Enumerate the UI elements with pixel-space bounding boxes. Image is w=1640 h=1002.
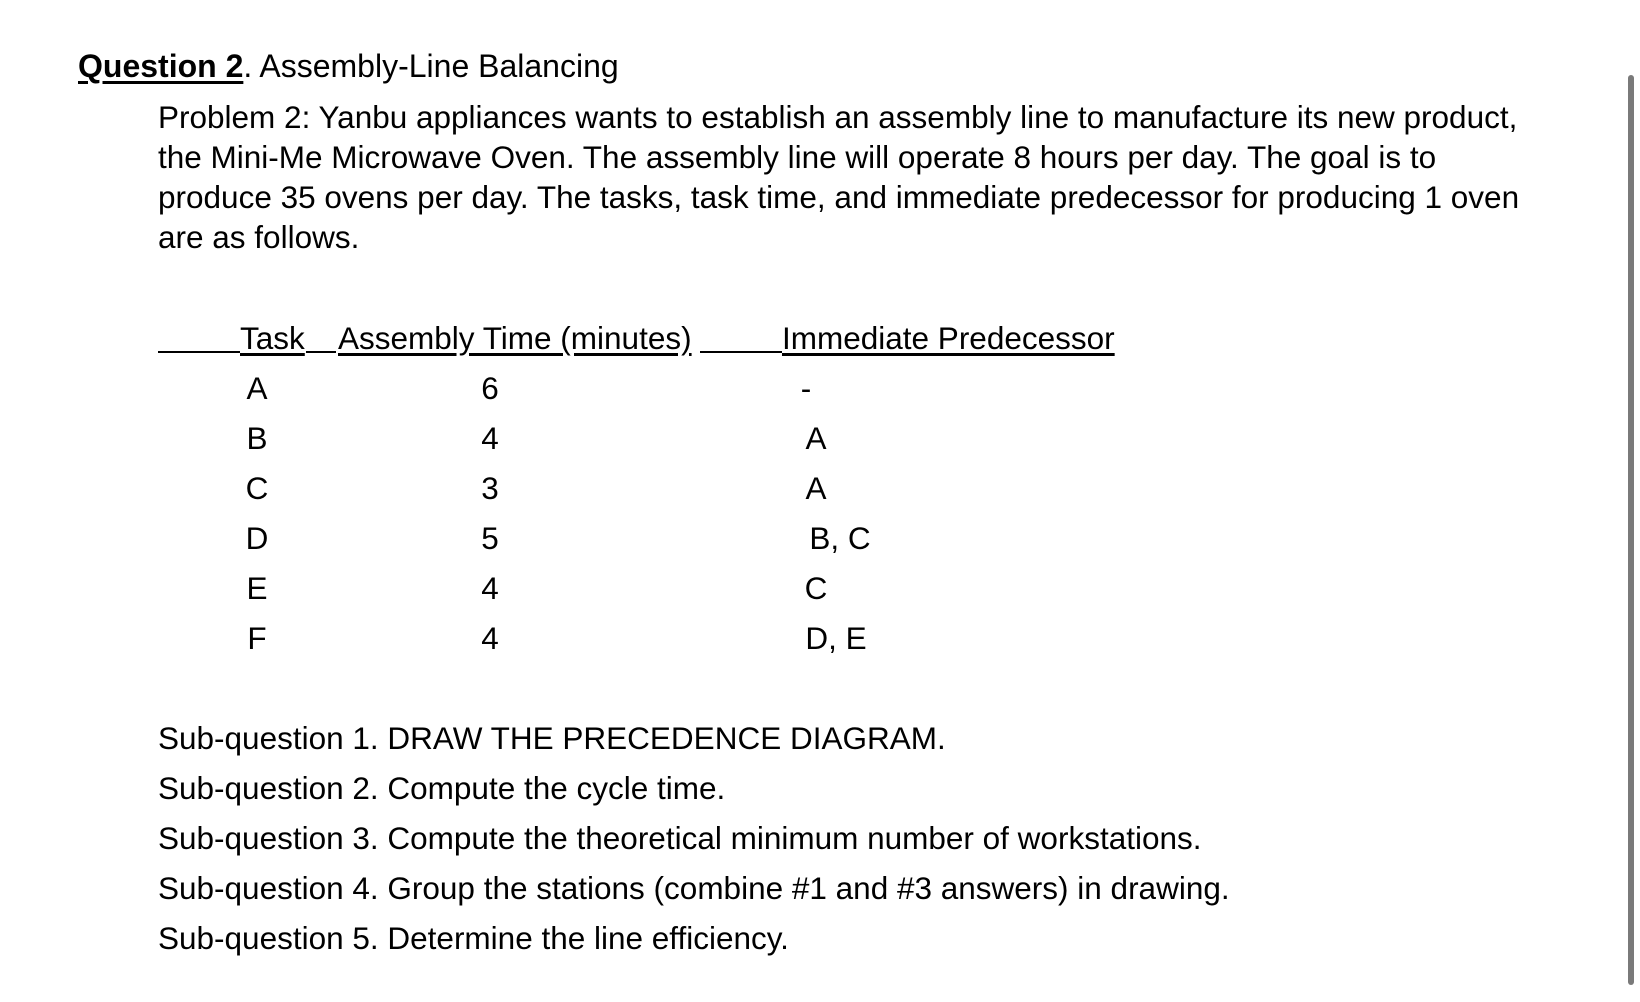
predecessor-cell: - bbox=[800, 370, 812, 406]
subquestion-4: Sub-question 4. Group the stations (combine #1 and #3 answers) in drawing. bbox=[158, 870, 1230, 906]
subquestion-3: Sub-question 3. Compute the theoretical minimum number of workstations. bbox=[158, 820, 1202, 856]
header-rule-gap-2 bbox=[700, 351, 782, 353]
vertical-scrollbar[interactable] bbox=[1628, 75, 1634, 985]
header-rule-gap-1 bbox=[306, 351, 336, 353]
header-rule-left bbox=[158, 351, 240, 353]
task-cell: A bbox=[246, 370, 268, 406]
time-cell: 6 bbox=[481, 370, 499, 406]
time-cell: 5 bbox=[481, 520, 499, 556]
time-cell: 4 bbox=[481, 420, 499, 456]
predecessor-cell: B, C bbox=[809, 520, 871, 556]
time-cell: 4 bbox=[481, 570, 499, 606]
question-label: Question 2 bbox=[78, 48, 244, 84]
task-cell: B bbox=[246, 420, 268, 456]
task-cell: C bbox=[245, 470, 269, 506]
question-heading bbox=[78, 46, 619, 86]
time-cell: 3 bbox=[481, 470, 499, 506]
header-task: Task bbox=[240, 320, 305, 356]
predecessor-cell: A bbox=[805, 470, 827, 506]
predecessor-cell: D, E bbox=[805, 620, 867, 656]
problem-statement: Problem 2: Yanbu appliances wants to establish an assembly line to manufacture its new product, the Mini-Me Microwave Oven. The assembly line will operate 8 hours per day. The goal is to produce 35 ovens per day. The tasks, task time, and immediate predecessor for producing 1 oven are as follows. bbox=[158, 99, 1520, 255]
task-cell: F bbox=[247, 620, 267, 656]
question-title: . Assembly-Line Balancing bbox=[243, 48, 619, 84]
header-immediate-predecessor: Immediate Predecessor bbox=[782, 320, 1115, 356]
predecessor-cell: A bbox=[805, 420, 827, 456]
subquestion-2: Sub-question 2. Compute the cycle time. bbox=[158, 770, 726, 806]
task-cell: E bbox=[246, 570, 268, 606]
predecessor-cell: C bbox=[804, 570, 828, 606]
subquestion-5: Sub-question 5. Determine the line efficiency. bbox=[158, 920, 789, 956]
task-cell: D bbox=[245, 520, 269, 556]
header-assembly-time: Assembly Time (minutes) bbox=[338, 320, 692, 356]
time-cell: 4 bbox=[481, 620, 499, 656]
subquestion-1: Sub-question 1. DRAW THE PRECEDENCE DIAGRAM. bbox=[158, 720, 946, 756]
